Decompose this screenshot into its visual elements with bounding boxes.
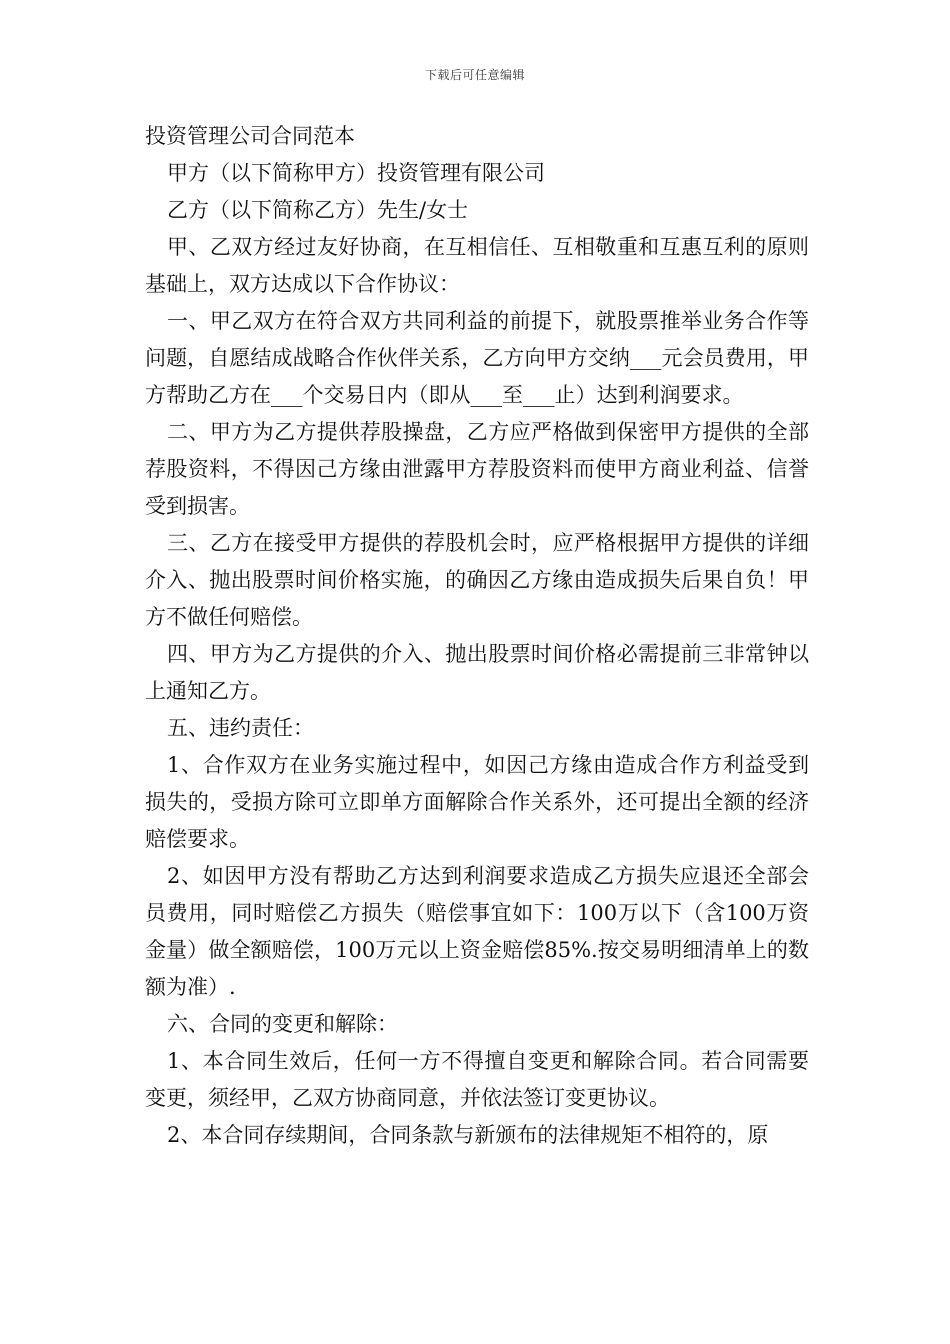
clause-2: 二、甲方为乙方提供荐股操盘，乙方应严格做到保密甲方提供的全部荐股资料，不得因己方缘由泄露甲方荐股资料而使甲方商业利益、信誉受到损害。 [145,420,809,518]
section-change-heading: 六、合同的变更和解除： [167,1012,398,1036]
document-title: 投资管理公司合同范本 [145,124,355,148]
party-b-line: 乙方（以下简称乙方）先生/女士 [167,198,469,222]
page-header: 下载后可任意编辑 [424,68,525,82]
clause-1: 一、甲乙双方在符合双方共同利益的前提下，就股票推举业务合作等问题，自愿结成战略合作伙伴关系，乙方向甲方交纳___元会员费用，甲方帮助乙方在___个交易日内（即从___至___止）达到利润要求。 [145,309,809,407]
clause-3: 三、乙方在接受甲方提供的荐股机会时，应严格根据甲方提供的详细介入、抛出股票时间价格实施，的确因乙方缘由造成损失后果自负！甲方不做任何赔偿。 [145,531,809,629]
clause-4: 四、甲方为乙方提供的介入、抛出股票时间价格必需提前三非常钟以上通知乙方。 [145,642,809,703]
document-body [145,118,809,1154]
breach-item-1: 1、合作双方在业务实施过程中，如因己方缘由造成合作方利益受到损失的，受损方除可立即单方面解除合作关系外，还可提出全额的经济赔偿要求。 [145,753,809,851]
intro-paragraph: 甲、乙双方经过友好协商，在互相信任、互相敬重和互惠互利的原则基础上，双方达成以下合作协议： [145,235,809,296]
change-item-2: 2、本合同存续期间，合同条款与新颁布的法律规矩不相符的，原 [167,1123,769,1147]
breach-item-2: 2、如因甲方没有帮助乙方达到利润要求造成乙方损失应退还全部会员费用，同时赔偿乙方损失（赔偿事宜如下：100万以下（含100万资金量）做全额赔偿，100万元以上资金赔偿85%.按交易明细清单上的数额为准）. [145,864,809,999]
party-a-line: 甲方（以下简称甲方）投资管理有限公司 [167,161,545,185]
change-item-1: 1、本合同生效后，任何一方不得擅自变更和解除合同。若合同需要变更，须经甲，乙双方协商同意，并依法签订变更协议。 [145,1049,809,1110]
section-breach-heading: 五、违约责任： [167,716,314,740]
